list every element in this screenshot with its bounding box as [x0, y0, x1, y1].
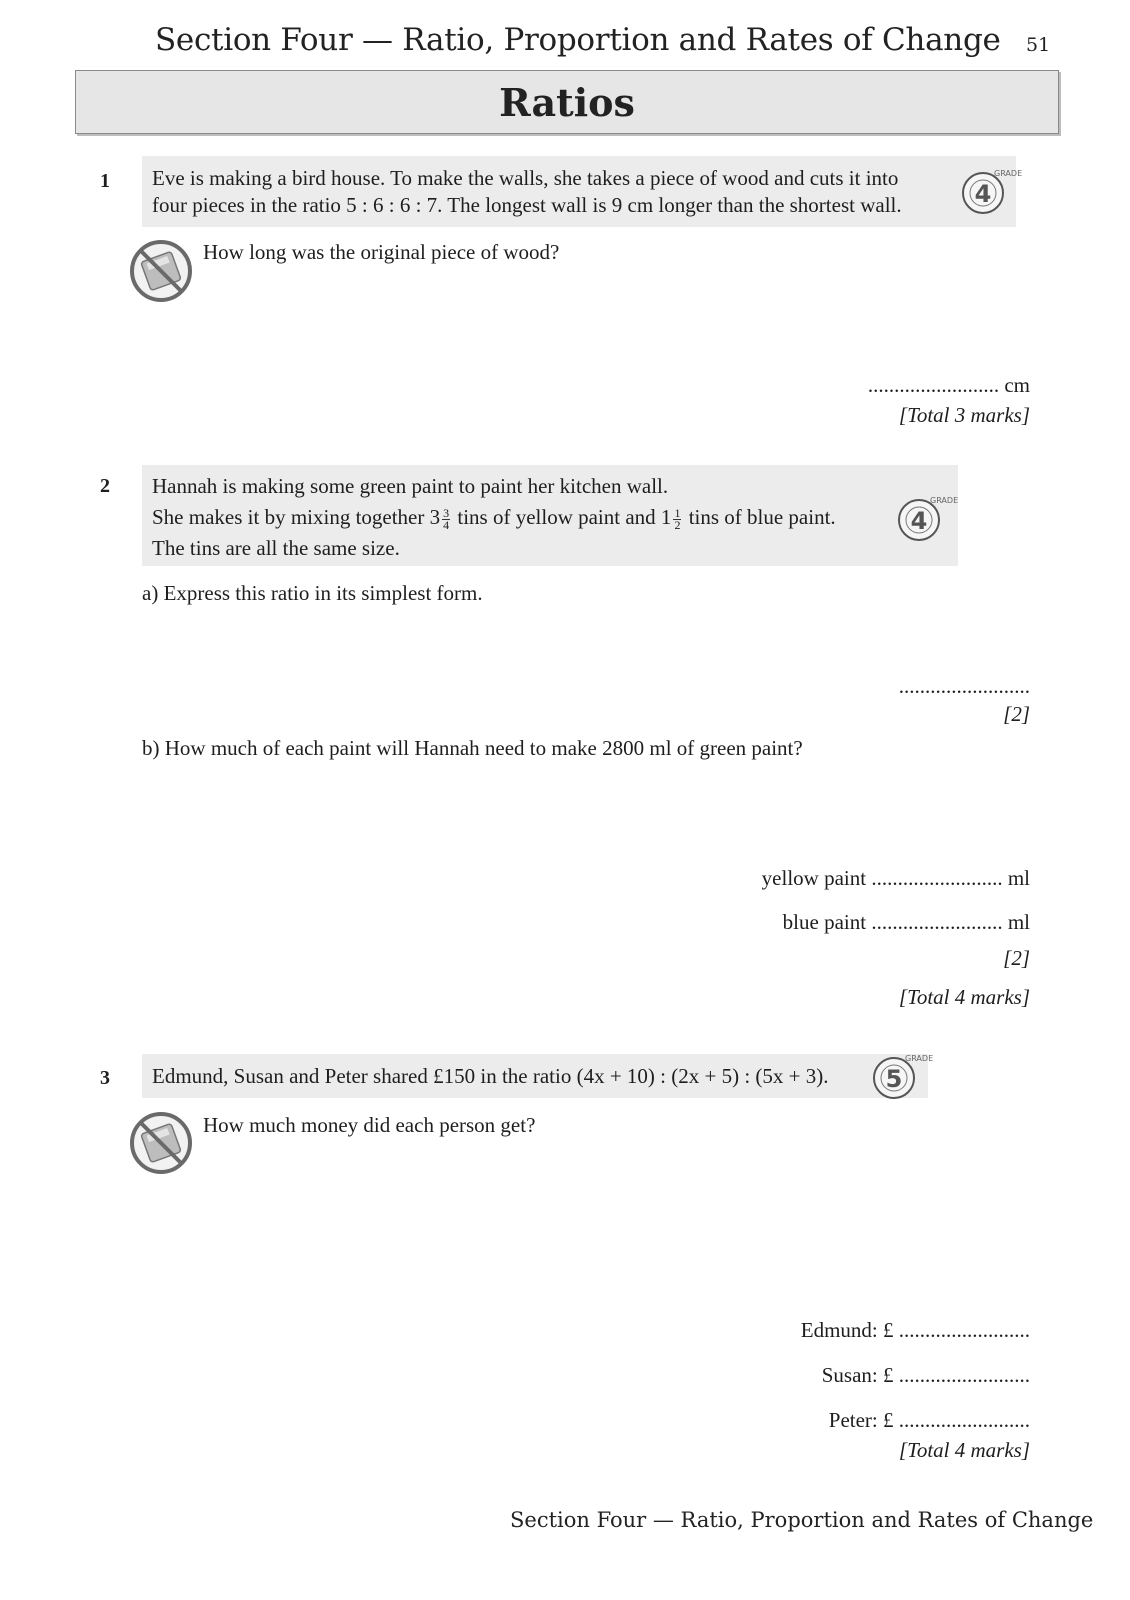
question-2-line-3: The tins are all the same size.	[152, 536, 400, 560]
question-3-box	[142, 1054, 928, 1098]
question-2-box	[142, 465, 958, 566]
grade-badge-icon	[954, 164, 1023, 222]
no-calculator-icon	[128, 1110, 194, 1176]
grade-badge-icon	[865, 1049, 934, 1107]
edmund-answer-line[interactable]: Edmund: £ .........................	[800, 1318, 1030, 1342]
page-footer: Section Four — Ratio, Proportion and Rates of Change	[510, 1508, 1094, 1532]
section-header: Section Four — Ratio, Proportion and Rates of Change	[155, 22, 1001, 58]
svg-text:GRADE: GRADE	[994, 169, 1023, 178]
question-2-total-marks: [Total 4 marks]	[898, 985, 1030, 1009]
grade-badge-number: 4	[910, 507, 928, 535]
question-1-prompt: How long was the original piece of wood?	[203, 240, 560, 264]
grade-badge-icon	[890, 491, 959, 549]
question-3-total-marks: [Total 4 marks]	[898, 1438, 1030, 1462]
question-number-1: 1	[100, 170, 110, 192]
svg-text:GRADE: GRADE	[930, 496, 959, 505]
question-3-prompt: How much money did each person get?	[203, 1113, 536, 1137]
question-2b-marks: [2]	[1003, 946, 1030, 970]
question-1-line-2: four pieces in the ratio 5 : 6 : 6 : 7. The longest wall is 9 cm longer than the shortest wall.	[152, 193, 902, 217]
question-1-total-marks: [Total 3 marks]	[898, 403, 1030, 427]
grade-badge-number: 4	[974, 180, 992, 208]
question-2-line-1: Hannah is making some green paint to paint her kitchen wall.	[152, 474, 669, 498]
page-title-bar	[75, 70, 1059, 134]
peter-answer-line[interactable]: Peter: £ .........................	[828, 1408, 1030, 1432]
question-2-line-2: She makes it by mixing together 3 $\frac{3}{4}$ tins of yellow paint and 1 $\frac{1}{2}$ tins of blue paint.	[152, 505, 836, 532]
question-2a-prompt: a) Express this ratio in its simplest form.	[142, 581, 483, 605]
page-title: Ratios	[499, 79, 635, 125]
page-number: 51	[1026, 34, 1051, 56]
question-1-box	[142, 156, 1016, 227]
yellow-paint-answer-line[interactable]: yellow paint ......................... ml	[761, 866, 1030, 890]
question-number-3: 3	[100, 1067, 110, 1089]
blue-paint-answer-line[interactable]: blue paint ......................... ml	[782, 910, 1030, 934]
fraction-three-quarters: $\frac{3}{4}$	[443, 505, 450, 532]
question-1-line-1: Eve is making a bird house. To make the walls, she takes a piece of wood and cuts it into	[152, 166, 899, 190]
susan-answer-line[interactable]: Susan: £ .........................	[821, 1363, 1030, 1387]
question-2a-marks: [2]	[1003, 702, 1030, 726]
question-3-line-1: Edmund, Susan and Peter shared £150 in the ratio (4x + 10) : (2x + 5) : (5x + 3).	[152, 1064, 829, 1088]
question-number-2: 2	[100, 475, 110, 497]
grade-badge-number: 5	[885, 1065, 903, 1093]
question-1-answer-line[interactable]: ......................... cm	[867, 373, 1030, 397]
question-2a-answer-line[interactable]: .........................	[898, 674, 1030, 698]
question-2b-prompt: b) How much of each paint will Hannah need to make 2800 ml of green paint?	[142, 736, 803, 760]
fraction-one-half: $\frac{1}{2}$	[674, 505, 681, 532]
svg-text:GRADE: GRADE	[905, 1054, 934, 1063]
no-calculator-icon	[128, 238, 194, 304]
